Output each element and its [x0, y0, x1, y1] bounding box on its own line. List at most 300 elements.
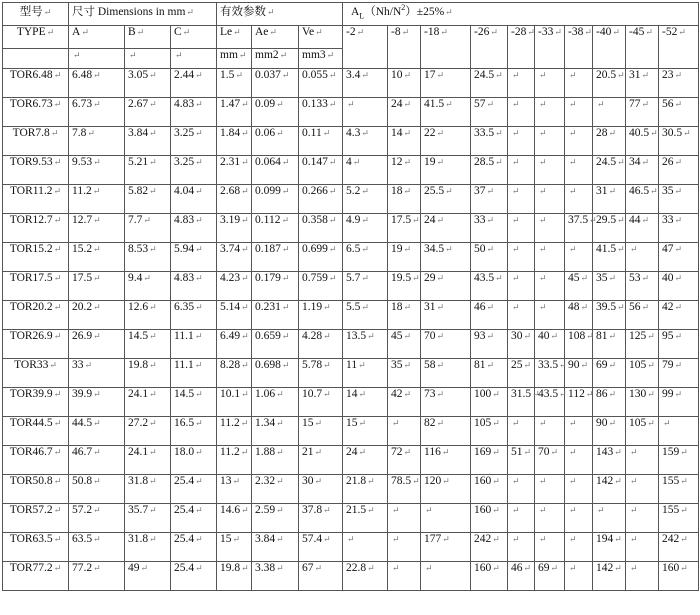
dimension-cell: 14.5↵ — [125, 330, 171, 359]
dimension-cell: 14.5↵ — [171, 388, 217, 417]
al-value-cell: 33.5↵ — [471, 127, 508, 156]
al-value-cell: 48↵ — [565, 301, 593, 330]
dimension-cell: 4.04↵ — [171, 185, 217, 214]
effective-param-cell: 11.2↵ — [217, 446, 252, 475]
dimension-cell: 3.84↵ — [125, 127, 171, 156]
al-value-cell: 25↵ — [508, 359, 535, 388]
al-value-cell: 78.5↵ — [388, 475, 421, 504]
effective-param-cell: 4.23↵ — [217, 272, 252, 301]
dimension-cell: 6.35↵ — [171, 301, 217, 330]
dimension-cell: 31.8↵ — [125, 475, 171, 504]
dimension-cell: 16.5↵ — [171, 417, 217, 446]
al-value-cell: ↵ — [565, 504, 593, 533]
effective-param-cell: 0.231↵ — [252, 301, 299, 330]
effective-param-cell: 3.84↵ — [252, 533, 299, 562]
dim-col-header: C↵ — [171, 26, 217, 49]
type-cell: TOR57.2↵ — [3, 504, 69, 533]
table-row — [3, 330, 699, 359]
al-value-cell: 40↵ — [659, 272, 699, 301]
al-value-cell: ↵ — [508, 301, 535, 330]
dimension-cell: 11.1↵ — [171, 330, 217, 359]
al-value-cell: 116↵ — [421, 446, 471, 475]
al-value-cell: ↵ — [388, 562, 421, 591]
dimension-cell: 9.53↵ — [69, 156, 125, 185]
dimension-cell: 7.7↵ — [125, 214, 171, 243]
effective-param-cell: 1.88↵ — [252, 446, 299, 475]
table-row — [3, 388, 699, 417]
effective-param-cell: 11.2↵ — [217, 417, 252, 446]
dimension-cell: 46.7↵ — [69, 446, 125, 475]
effective-param-cell: 37.8↵ — [299, 504, 343, 533]
al-value-cell: ↵ — [508, 504, 535, 533]
al-value-cell: ↵ — [535, 69, 565, 98]
table-row — [3, 272, 699, 301]
dimensions-header: 尺寸 Dimensions in mm↵ — [69, 3, 217, 26]
al-value-cell: ↵ — [565, 156, 593, 185]
al-value-cell: ↵ — [535, 185, 565, 214]
dimension-cell: 11.2↵ — [69, 185, 125, 214]
al-value-cell: ↵ — [343, 533, 388, 562]
al-value-cell: 105↵ — [471, 417, 508, 446]
al-value-cell: 155↵ — [659, 475, 699, 504]
dimension-cell: 4.83↵ — [171, 214, 217, 243]
al-value-cell: 160↵ — [471, 475, 508, 504]
al-value-cell: ↵ — [508, 127, 535, 156]
al-value-cell: 33↵ — [659, 214, 699, 243]
dimension-cell: 17.5↵ — [69, 272, 125, 301]
al-value-cell: 44↵ — [626, 214, 659, 243]
effective-param-cell: 0.112↵ — [252, 214, 299, 243]
table-row — [3, 69, 699, 98]
al-value-cell: 39.5↵ — [593, 301, 626, 330]
al-value-cell: ↵ — [535, 156, 565, 185]
al-value-cell: ↵ — [565, 533, 593, 562]
dimension-cell: 5.82↵ — [125, 185, 171, 214]
al-value-cell: 14↵ — [343, 388, 388, 417]
al-value-cell: 93↵ — [471, 330, 508, 359]
al-value-cell: 30.5↵ — [659, 127, 699, 156]
al-value-cell: ↵ — [535, 98, 565, 127]
dimension-cell: 2.44↵ — [171, 69, 217, 98]
type-header-en: TYPE↵ — [3, 26, 69, 49]
al-value-cell: ↵ — [343, 98, 388, 127]
al-value-cell: 19.5↵ — [388, 272, 421, 301]
effective-param-cell: 15↵ — [217, 533, 252, 562]
al-value-cell: 28.5↵ — [471, 156, 508, 185]
effective-param-cell: 1.5↵ — [217, 69, 252, 98]
type-cell: TOR39.9↵ — [3, 388, 69, 417]
effective-param-cell: 1.06↵ — [252, 388, 299, 417]
al-value-cell: ↵ — [565, 127, 593, 156]
al-value-cell: 41.5↵ — [421, 98, 471, 127]
dimension-cell: 12.7↵ — [69, 214, 125, 243]
al-value-cell: 100↵ — [471, 388, 508, 417]
table-row — [3, 243, 699, 272]
al-value-cell: 5.7↵ — [343, 272, 388, 301]
al-value-cell: 5.2↵ — [343, 185, 388, 214]
al-value-cell: 21.8↵ — [343, 475, 388, 504]
al-value-cell: ↵ — [535, 272, 565, 301]
dimension-cell: 24.1↵ — [125, 388, 171, 417]
al-value-cell: 43.5↵ — [535, 388, 565, 417]
effective-param-cell: 67↵ — [299, 562, 343, 591]
table-row — [3, 417, 699, 446]
dimension-cell: 12.6↵ — [125, 301, 171, 330]
al-value-cell: 42↵ — [388, 388, 421, 417]
eff-col-header: Ae↵ — [252, 26, 299, 49]
effective-param-cell: 3.38↵ — [252, 562, 299, 591]
effective-param-cell: 8.28↵ — [217, 359, 252, 388]
al-value-cell: 3.4↵ — [343, 69, 388, 98]
al-value-cell: ↵ — [508, 69, 535, 98]
effective-param-cell: 10.1↵ — [217, 388, 252, 417]
al-value-cell: 19↵ — [421, 156, 471, 185]
al-value-cell: 22↵ — [421, 127, 471, 156]
type-cell: TOR6.48↵ — [3, 69, 69, 98]
effective-param-cell: 0.187↵ — [252, 243, 299, 272]
al-value-cell: 46↵ — [508, 562, 535, 591]
table-row — [3, 562, 699, 591]
al-value-cell: 159↵ — [659, 446, 699, 475]
dimension-cell: 63.5↵ — [69, 533, 125, 562]
al-col-header: -26↵ — [471, 26, 508, 69]
effective-param-cell: 0.09↵ — [252, 98, 299, 127]
al-value-cell: 12↵ — [388, 156, 421, 185]
al-value-cell: 242↵ — [659, 533, 699, 562]
al-value-cell: ↵ — [659, 417, 699, 446]
effective-param-cell: 14.6↵ — [217, 504, 252, 533]
al-value-cell: ↵ — [535, 417, 565, 446]
al-value-cell: 40↵ — [535, 330, 565, 359]
al-value-cell: 69↵ — [535, 562, 565, 591]
al-value-cell: ↵ — [535, 533, 565, 562]
al-value-cell: 37↵ — [471, 185, 508, 214]
dimension-cell: 25.4↵ — [171, 562, 217, 591]
al-value-cell: 160↵ — [659, 562, 699, 591]
type-cell: TOR12.7↵ — [3, 214, 69, 243]
dimension-cell: 2.67↵ — [125, 98, 171, 127]
effective-param-cell: 0.759↵ — [299, 272, 343, 301]
dimension-cell: 25.4↵ — [171, 475, 217, 504]
dimension-cell: 33↵ — [69, 359, 125, 388]
al-value-cell: 4↵ — [343, 156, 388, 185]
al-value-cell: ↵ — [508, 243, 535, 272]
eff-col-header: Le↵ — [217, 26, 252, 49]
al-value-cell: 72↵ — [388, 446, 421, 475]
effective-param-cell: 0.698↵ — [252, 359, 299, 388]
al-value-cell: 73↵ — [421, 388, 471, 417]
al-value-cell: 95↵ — [659, 330, 699, 359]
al-value-cell: 77↵ — [626, 98, 659, 127]
table-row — [3, 446, 699, 475]
effective-param-cell: 3.74↵ — [217, 243, 252, 272]
dimension-cell: 39.9↵ — [69, 388, 125, 417]
al-value-cell: 33.5↵ — [535, 359, 565, 388]
effective-param-cell: 2.68↵ — [217, 185, 252, 214]
al-value-cell: 105↵ — [626, 417, 659, 446]
effective-param-cell: 2.59↵ — [252, 504, 299, 533]
al-value-cell: 22.8↵ — [343, 562, 388, 591]
empty-cell: ↵ — [69, 49, 125, 69]
al-value-cell: ↵ — [508, 417, 535, 446]
al-value-cell: 86↵ — [593, 388, 626, 417]
al-value-cell: 43.5↵ — [471, 272, 508, 301]
al-value-cell: 29.5↵ — [593, 214, 626, 243]
al-value-cell: 90↵ — [565, 359, 593, 388]
effective-param-cell: 19.8↵ — [217, 562, 252, 591]
al-value-cell: 42↵ — [659, 301, 699, 330]
al-value-cell: 10↵ — [388, 69, 421, 98]
al-value-cell: ↵ — [388, 417, 421, 446]
al-value-cell: 25.5↵ — [421, 185, 471, 214]
effective-param-cell: 5.78↵ — [299, 359, 343, 388]
al-value-cell: 242↵ — [471, 533, 508, 562]
al-value-cell: 82↵ — [421, 417, 471, 446]
effective-param-cell: 2.31↵ — [217, 156, 252, 185]
type-cell: TOR44.5↵ — [3, 417, 69, 446]
dimension-cell: 49↵ — [125, 562, 171, 591]
dim-col-header: A↵ — [69, 26, 125, 49]
al-value-cell: 45↵ — [388, 330, 421, 359]
type-cell: TOR63.5↵ — [3, 533, 69, 562]
al-value-cell: 23↵ — [659, 69, 699, 98]
dimension-cell: 5.94↵ — [171, 243, 217, 272]
al-value-cell: 50↵ — [471, 243, 508, 272]
al-value-cell: ↵ — [626, 562, 659, 591]
al-value-cell: ↵ — [535, 214, 565, 243]
al-value-cell: 79↵ — [659, 359, 699, 388]
effective-param-cell: 30↵ — [299, 475, 343, 504]
effective-param-cell: 0.133↵ — [299, 98, 343, 127]
al-col-header: -38↵ — [565, 26, 593, 69]
effective-param-cell: 0.037↵ — [252, 69, 299, 98]
al-value-cell: ↵ — [421, 504, 471, 533]
al-col-header: -45↵ — [626, 26, 659, 69]
eff-col-header: Ve↵ — [299, 26, 343, 49]
effective-param-cell: 10.7↵ — [299, 388, 343, 417]
dimension-cell: 25.4↵ — [171, 533, 217, 562]
effective-param-cell: 1.84↵ — [217, 127, 252, 156]
eff-unit-header: mm3↵ — [299, 49, 343, 69]
dimension-cell: 3.25↵ — [171, 156, 217, 185]
al-value-cell: 56↵ — [659, 98, 699, 127]
dimension-cell: 50.8↵ — [69, 475, 125, 504]
al-value-cell: 70↵ — [535, 446, 565, 475]
effective-param-cell: 3.19↵ — [217, 214, 252, 243]
header-row-1 — [3, 3, 699, 26]
effective-param-cell: 0.358↵ — [299, 214, 343, 243]
al-value-cell: 120↵ — [421, 475, 471, 504]
al-value-cell: 6.5↵ — [343, 243, 388, 272]
al-col-header: -2↵ — [343, 26, 388, 69]
effective-params-header: 有效参数↵ — [217, 3, 343, 26]
effective-param-cell: 1.34↵ — [252, 417, 299, 446]
dimension-cell: 6.73↵ — [69, 98, 125, 127]
al-value-cell: 70↵ — [421, 330, 471, 359]
al-value-cell: ↵ — [388, 504, 421, 533]
dimension-cell: 77.2↵ — [69, 562, 125, 591]
table-row — [3, 504, 699, 533]
al-value-cell: 31↵ — [593, 185, 626, 214]
type-cell: TOR7.8↵ — [3, 127, 69, 156]
al-value-cell: 81↵ — [593, 330, 626, 359]
al-value-cell: 105↵ — [626, 359, 659, 388]
al-value-cell: 14↵ — [388, 127, 421, 156]
dimension-cell: 18.0↵ — [171, 446, 217, 475]
effective-param-cell: 0.266↵ — [299, 185, 343, 214]
al-header: $A_L(Nh/N^2)\pm 25\%↵$ — [343, 3, 699, 26]
al-value-cell: 31↵ — [626, 69, 659, 98]
al-value-cell: 194↵ — [593, 533, 626, 562]
eff-unit-header: mm2↵ — [252, 49, 299, 69]
al-value-cell: 15↵ — [343, 417, 388, 446]
effective-param-cell: 57.4↵ — [299, 533, 343, 562]
dimension-cell: 3.25↵ — [171, 127, 217, 156]
dimension-cell: 4.83↵ — [171, 272, 217, 301]
spec-table — [2, 2, 699, 591]
al-value-cell: ↵ — [508, 185, 535, 214]
al-value-cell: 24.5↵ — [471, 69, 508, 98]
al-value-cell: 4.9↵ — [343, 214, 388, 243]
effective-param-cell: 0.11↵ — [299, 127, 343, 156]
al-value-cell: 142↵ — [593, 562, 626, 591]
al-value-cell: 33↵ — [471, 214, 508, 243]
al-value-cell: 13.5↵ — [343, 330, 388, 359]
effective-param-cell: 1.19↵ — [299, 301, 343, 330]
al-value-cell: ↵ — [535, 127, 565, 156]
al-value-cell: 108↵ — [565, 330, 593, 359]
al-value-cell: ↵ — [535, 504, 565, 533]
dimension-cell: 25.4↵ — [171, 504, 217, 533]
al-value-cell: ↵ — [565, 562, 593, 591]
al-value-cell: 24↵ — [421, 214, 471, 243]
al-value-cell: 53↵ — [626, 272, 659, 301]
al-value-cell: 143↵ — [593, 446, 626, 475]
al-value-cell: 24.5↵ — [593, 156, 626, 185]
al-value-cell: 17↵ — [421, 69, 471, 98]
effective-param-cell: 0.06↵ — [252, 127, 299, 156]
type-cell: TOR6.73↵ — [3, 98, 69, 127]
al-col-header: -18↵ — [421, 26, 471, 69]
table-body — [3, 3, 699, 591]
type-cell: TOR50.8↵ — [3, 475, 69, 504]
table-row — [3, 533, 699, 562]
table-row — [3, 214, 699, 243]
dimension-cell: 44.5↵ — [69, 417, 125, 446]
al-value-cell: 155↵ — [659, 504, 699, 533]
eff-unit-header: mm↵ — [217, 49, 252, 69]
header-row-2 — [3, 26, 699, 49]
dimension-cell: 9.4↵ — [125, 272, 171, 301]
al-value-cell: 18↵ — [388, 301, 421, 330]
dimension-cell: 24.1↵ — [125, 446, 171, 475]
al-value-cell: 24↵ — [388, 98, 421, 127]
al-value-cell: 17.5↵ — [388, 214, 421, 243]
al-value-cell: ↵ — [508, 214, 535, 243]
al-value-cell: 47↵ — [659, 243, 699, 272]
empty-cell: ↵ — [125, 49, 171, 69]
al-value-cell: ↵ — [626, 533, 659, 562]
table-row — [3, 156, 699, 185]
al-value-cell: ↵ — [626, 504, 659, 533]
type-header-cn: 型号↵ — [3, 3, 69, 26]
dimension-cell: 31.8↵ — [125, 533, 171, 562]
al-value-cell: 31.5↵ — [508, 388, 535, 417]
al-value-cell: ↵ — [508, 156, 535, 185]
al-value-cell: ↵ — [626, 475, 659, 504]
dimension-cell: 6.48↵ — [69, 69, 125, 98]
al-value-cell: 21.5↵ — [343, 504, 388, 533]
al-value-cell: 18↵ — [388, 185, 421, 214]
al-value-cell: ↵ — [565, 69, 593, 98]
al-value-cell: 37.5↵ — [565, 214, 593, 243]
al-value-cell: 24↵ — [343, 446, 388, 475]
type-cell: TOR77.2↵ — [3, 562, 69, 591]
al-value-cell: 28↵ — [593, 127, 626, 156]
al-value-cell: ↵ — [565, 185, 593, 214]
al-value-cell: 160↵ — [471, 504, 508, 533]
al-value-cell: 40.5↵ — [626, 127, 659, 156]
al-value-cell: ↵ — [593, 98, 626, 127]
dimension-cell: 19.8↵ — [125, 359, 171, 388]
al-value-cell: 35↵ — [593, 272, 626, 301]
al-value-cell: 46.5↵ — [626, 185, 659, 214]
al-col-header: -40↵ — [593, 26, 626, 69]
al-value-cell: 34.5↵ — [421, 243, 471, 272]
table-row — [3, 359, 699, 388]
effective-param-cell: 5.14↵ — [217, 301, 252, 330]
type-cell: TOR17.5↵ — [3, 272, 69, 301]
effective-param-cell: 0.179↵ — [252, 272, 299, 301]
al-value-cell: 125↵ — [626, 330, 659, 359]
effective-param-cell: 0.147↵ — [299, 156, 343, 185]
effective-param-cell: 0.699↵ — [299, 243, 343, 272]
effective-param-cell: 1.47↵ — [217, 98, 252, 127]
al-value-cell: ↵ — [535, 301, 565, 330]
al-value-cell: ↵ — [535, 475, 565, 504]
dim-col-header: B↵ — [125, 26, 171, 49]
al-value-cell: 81↵ — [471, 359, 508, 388]
al-value-cell: 58↵ — [421, 359, 471, 388]
dimension-cell: 26.9↵ — [69, 330, 125, 359]
type-cell: TOR15.2↵ — [3, 243, 69, 272]
type-cell: TOR33↵ — [3, 359, 69, 388]
al-value-cell: 177↵ — [421, 533, 471, 562]
al-value-cell: 51↵ — [508, 446, 535, 475]
type-cell: TOR9.53↵ — [3, 156, 69, 185]
al-col-header: -8↵ — [388, 26, 421, 69]
al-value-cell: 142↵ — [593, 475, 626, 504]
al-value-cell: ↵ — [593, 504, 626, 533]
al-col-header: -52↵ — [659, 26, 699, 69]
effective-param-cell: 6.49↵ — [217, 330, 252, 359]
dimension-cell: 7.8↵ — [69, 127, 125, 156]
al-value-cell: 20.5↵ — [593, 69, 626, 98]
type-cell: TOR20.2↵ — [3, 301, 69, 330]
al-value-cell: 31↵ — [421, 301, 471, 330]
al-value-cell: 41.5↵ — [593, 243, 626, 272]
al-value-cell: ↵ — [508, 272, 535, 301]
table-row — [3, 127, 699, 156]
dimension-cell: 15.2↵ — [69, 243, 125, 272]
dimension-cell: 4.83↵ — [171, 98, 217, 127]
al-value-cell: ↵ — [508, 98, 535, 127]
al-value-cell: 29↵ — [421, 272, 471, 301]
table-row — [3, 185, 699, 214]
al-value-cell: ↵ — [565, 98, 593, 127]
dimension-cell: 11.1↵ — [171, 359, 217, 388]
al-value-cell: ↵ — [565, 417, 593, 446]
